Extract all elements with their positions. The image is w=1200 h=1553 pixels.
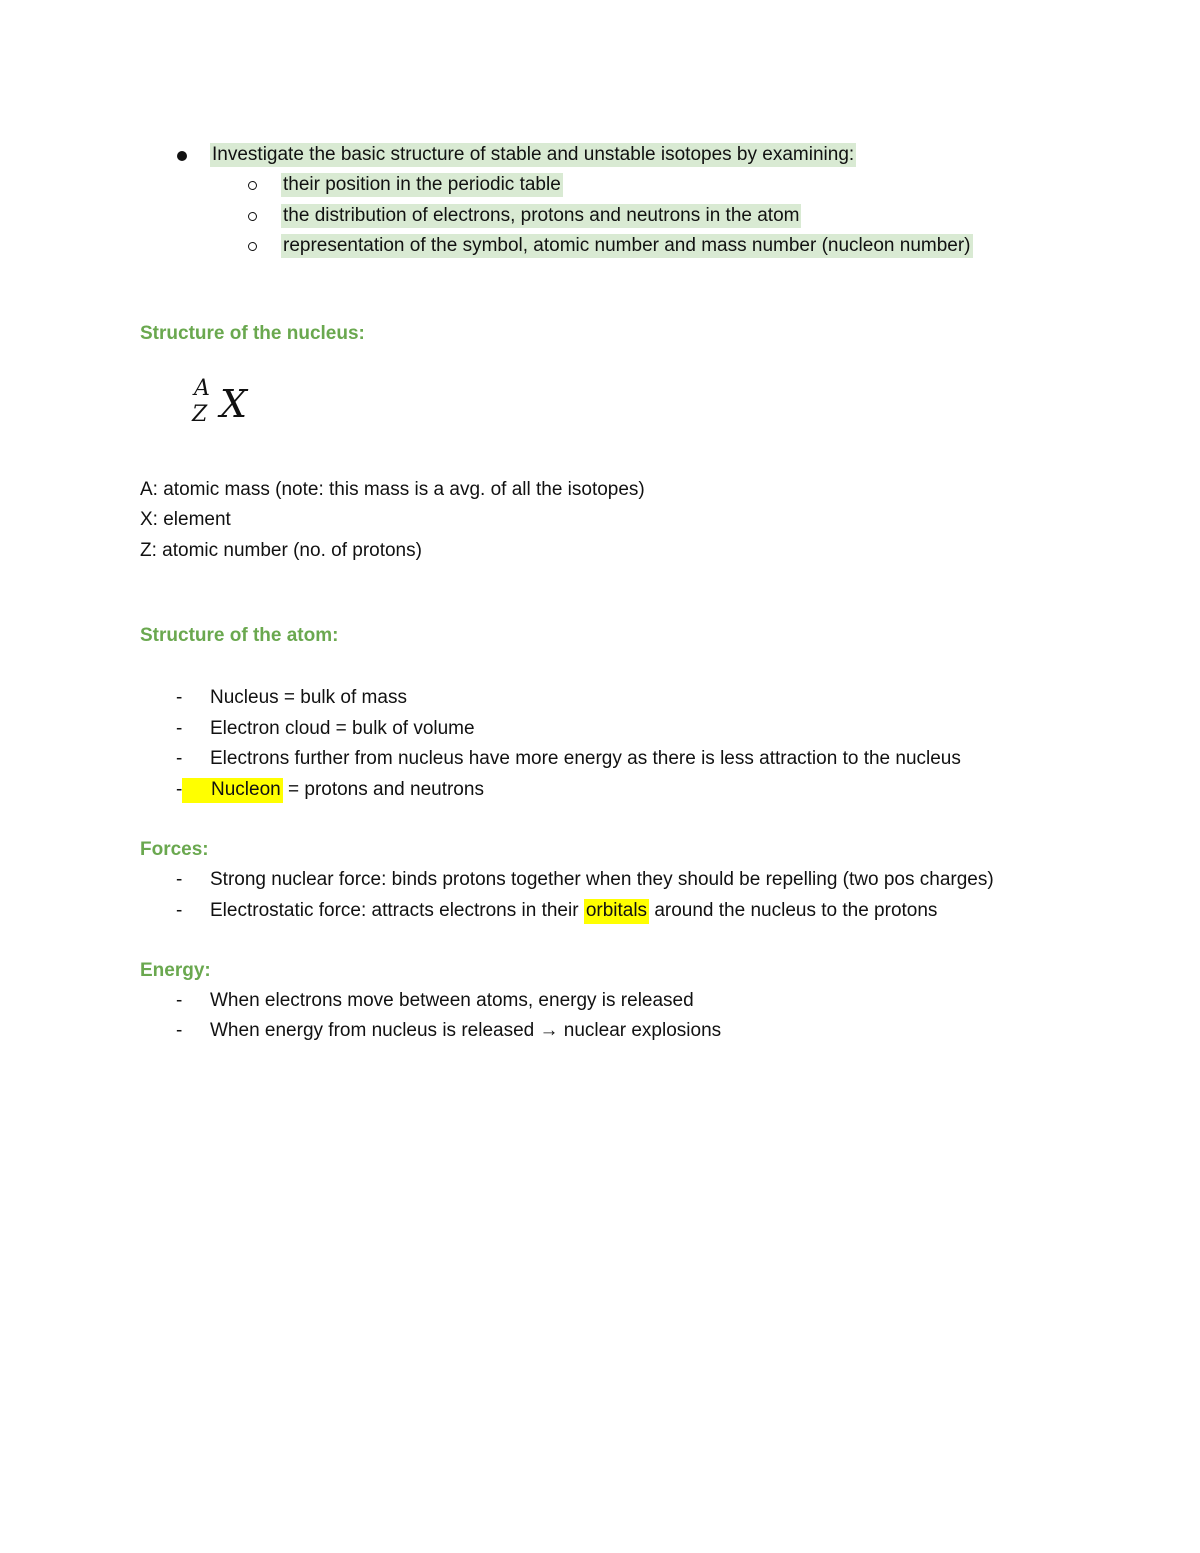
nuclide-symbol: X (220, 382, 248, 426)
energy-item-nucleus: When energy from nucleus is released → nuclear explosions (210, 1020, 722, 1041)
heading-nucleus: Structure of the nucleus: (140, 323, 365, 344)
bullet-disc-icon (177, 151, 187, 161)
dash-bullet-icon: - (176, 718, 183, 739)
objective-sub-3 (281, 233, 973, 259)
atom-item-nucleus: Nucleus = bulk of mass (210, 687, 407, 708)
nuclide-atomic-number: Z (192, 402, 208, 427)
dash-bullet-icon: - (176, 748, 183, 769)
heading-energy: Energy: (140, 960, 211, 981)
forces-item-strong: Strong nuclear force: binds protons together when they should be repelling (two pos charges) (210, 869, 994, 890)
bullet-circle-icon (248, 242, 257, 251)
dash-bullet-icon: - (176, 779, 183, 800)
objective-sub-text: the distribution of electrons, protons and neutrons in the atom (283, 205, 800, 226)
heading-forces: Forces: (140, 839, 209, 860)
objective-sub-1 (281, 172, 563, 198)
objective-sub-text: their position in the periodic table (283, 174, 561, 195)
atom-item-electrons-energy: Electrons further from nucleus have more energy as there is less attraction to the nucleus (210, 748, 961, 769)
forces-item-electrostatic (210, 898, 937, 924)
nucleon-definition: = protons and neutrons (282, 779, 484, 800)
electrostatic-text-before: Electrostatic force: attracts electrons in their (210, 900, 584, 921)
energy-item-electrons: When electrons move between atoms, energy is released (210, 990, 694, 1011)
nucleon-highlight: Nucleon (182, 778, 283, 803)
dash-bullet-icon: - (176, 900, 183, 921)
definition-a: A: atomic mass (note: this mass is a avg. of all the isotopes) (140, 479, 645, 500)
objective-main-text: Investigate the basic structure of stable and unstable isotopes by examining: (212, 144, 855, 165)
objective-sub-2 (281, 203, 801, 229)
dash-bullet-icon: - (176, 687, 183, 708)
nuclide-notation (190, 378, 260, 434)
bullet-circle-icon (248, 181, 257, 190)
definition-x: X: element (140, 509, 231, 530)
definition-z: Z: atomic number (no. of protons) (140, 540, 422, 561)
electrostatic-text-after: around the nucleus to the protons (649, 900, 938, 921)
nuclide-mass-number: A (194, 376, 210, 401)
objective-sub-text: representation of the symbol, atomic number and mass number (nucleon number) (283, 235, 971, 256)
orbitals-highlight: orbitals (584, 899, 649, 924)
dash-bullet-icon: - (176, 869, 183, 890)
atom-item-electron-cloud: Electron cloud = bulk of volume (210, 718, 475, 739)
dash-bullet-icon: - (176, 990, 183, 1011)
atom-item-nucleon (182, 777, 484, 803)
dash-bullet-icon: - (176, 1020, 183, 1041)
bullet-circle-icon (248, 212, 257, 221)
objective-main (210, 142, 856, 168)
heading-atom: Structure of the atom: (140, 625, 339, 646)
